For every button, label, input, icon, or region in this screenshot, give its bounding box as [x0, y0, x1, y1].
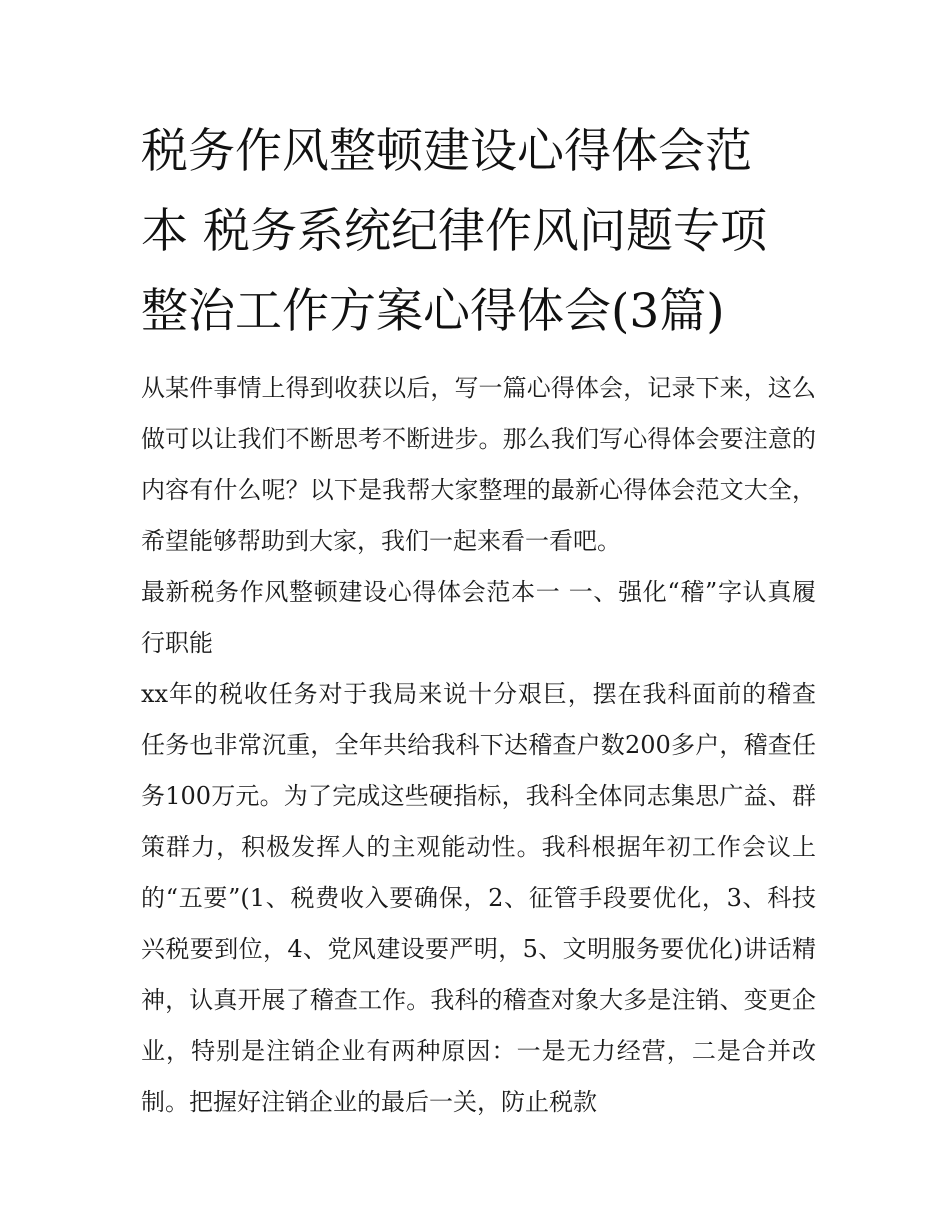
body-paragraph: xx年的税收任务对于我局来说十分艰巨，摆在我科面前的稽查任务也非常沉重，全年共给我科下达稽查户数200多户，稽查任务100万元。为了完成这些硬指标，我科全体同志集思广益、群策群力，积极发挥人的主观能动性。我科根据年初工作会议上的“五要”(1、税费收入要确保，2、征管手段要优化，3、科技兴税要到位，4、党风建设要严明，5、文明服务要优化)讲话精神，认真开展了稽查工作。我科的稽查对象大多是注销、变更企业，特别是注销企业有两种原因：一是无力经营，二是合并改制。把握好注销企业的最后一关，防止税款 — [141, 680, 816, 1116]
title-line: 税务作风整顿建设心得体会范 — [141, 124, 752, 179]
document-body — [141, 112, 816, 1128]
document-title — [141, 112, 816, 352]
title-line: 整治工作方案心得体会(3篇) — [141, 284, 725, 339]
section-heading: 最新税务作风整顿建设心得体会范本一 一、强化“稽”字认真履行职能 — [141, 578, 816, 657]
intro-paragraph: 从某件事情上得到收获以后，写一篇心得体会，记录下来，这么做可以让我们不断思考不断进步。那么我们写心得体会要注意的内容有什么呢？以下是我帮大家整理的最新心得体会范文大全，希望能够帮助到大家，我们一起来看一看吧。 — [141, 374, 816, 555]
title-line: 本 税务系统纪律作风问题专项 — [141, 204, 767, 259]
